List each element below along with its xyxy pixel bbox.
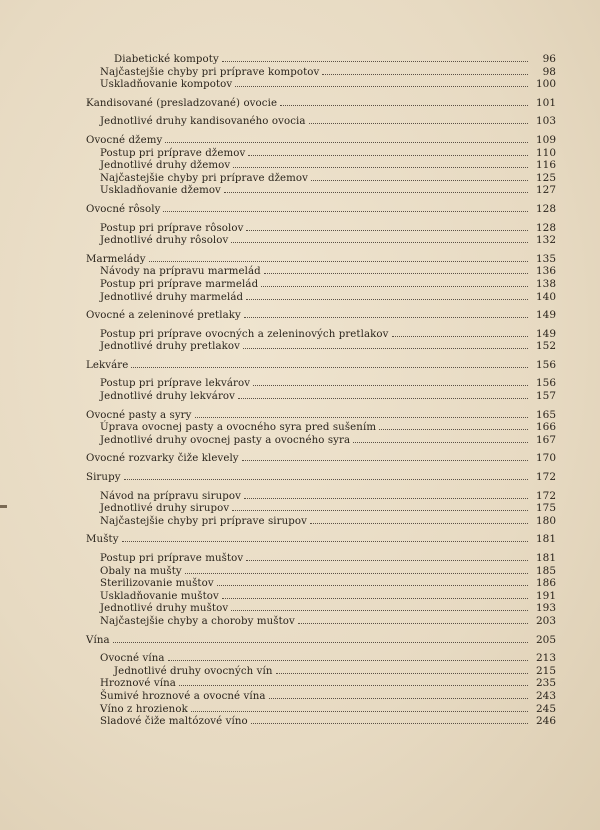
toc-entry-page: 185 (535, 564, 556, 577)
dot-leader (131, 367, 528, 368)
dot-leader (222, 61, 528, 62)
toc-entry (86, 452, 556, 465)
dot-leader (217, 585, 528, 586)
dot-leader (231, 610, 528, 611)
dot-leader (232, 510, 528, 511)
toc-entry-title: Ovocné džemy (86, 134, 163, 146)
dot-leader (276, 673, 529, 674)
toc-entry (86, 222, 556, 235)
table-of-contents (86, 53, 556, 728)
toc-entry-title: Postup pri príprave marmelád (100, 278, 259, 290)
toc-entry-page: 110 (535, 146, 556, 159)
toc-entry (86, 172, 556, 185)
toc-entry-page: 138 (535, 277, 556, 290)
dot-leader (353, 442, 528, 443)
dot-leader (298, 623, 528, 624)
dot-leader (235, 86, 528, 87)
toc-entry-title: Postup pri príprave muštov (100, 553, 244, 564)
toc-entry-page: 246 (535, 715, 556, 728)
toc-entry (86, 715, 556, 728)
toc-entry-title: Jednotlivé druhy kandisovaného ovocia (100, 116, 306, 128)
dot-leader (246, 230, 528, 231)
dot-leader (231, 242, 528, 243)
dot-leader (168, 660, 528, 661)
toc-entry-title: Vína (86, 634, 110, 646)
dot-leader (243, 348, 528, 349)
toc-entry (86, 328, 556, 341)
toc-entry-page: 152 (535, 340, 556, 353)
toc-entry-page: 125 (535, 171, 556, 184)
dot-leader (163, 211, 528, 212)
dot-leader (179, 685, 528, 686)
toc-entry-title: Obaly na mušty (100, 565, 182, 577)
toc-entry-title: Ovocné vína (100, 653, 165, 665)
toc-entry (86, 615, 556, 628)
dot-leader (269, 698, 528, 699)
toc-entry-title: Ovocné pasty a syry (86, 409, 192, 421)
toc-entry-page: 243 (535, 689, 556, 702)
dot-leader (264, 273, 528, 274)
toc-entry-page: 205 (535, 633, 556, 646)
toc-entry (86, 340, 556, 353)
toc-entry-title: Jednotlivé druhy sirupov (100, 503, 230, 515)
dot-leader (309, 123, 528, 124)
toc-entry-title: Uskladňovanie džemov (100, 185, 221, 197)
toc-entry-page: 100 (535, 78, 556, 91)
toc-entry-title: Diabetické kompoty (114, 54, 219, 65)
toc-entry (86, 203, 556, 216)
dot-leader (244, 317, 528, 318)
toc-entry (86, 690, 556, 703)
dot-leader (392, 336, 528, 337)
dot-leader (238, 398, 528, 399)
toc-entry (86, 97, 556, 110)
toc-entry (86, 421, 556, 434)
toc-entry-title: Návod na prípravu sirupov (100, 490, 242, 502)
toc-entry-page: 180 (535, 514, 556, 527)
toc-entry-title: Úprava ovocnej pasty a ovocného syra pred sušením (100, 422, 377, 434)
dot-leader (165, 142, 528, 143)
dot-leader (280, 105, 528, 106)
toc-entry-page: 181 (535, 533, 556, 546)
toc-entry-page: 156 (535, 358, 556, 371)
toc-entry-title: Najčastejšie chyby pri príprave kompotov (100, 66, 320, 78)
toc-entry (86, 278, 556, 291)
toc-entry (86, 309, 556, 322)
toc-entry-title: Najčastejšie chyby pri príprave sirupov (100, 515, 307, 527)
dot-leader (251, 723, 528, 724)
toc-entry-page: 140 (535, 290, 556, 303)
toc-entry-title: Kandisované (presladzované) ovocie (86, 97, 278, 109)
toc-entry (86, 652, 556, 665)
toc-entry (86, 184, 556, 197)
toc-entry-title: Sirupy (86, 472, 121, 484)
toc-entry (86, 533, 556, 546)
toc-entry-title: Sladové čiže maltózové víno (100, 716, 248, 728)
toc-entry-title: Najčastejšie chyby a choroby muštov (100, 615, 295, 627)
toc-entry-title: Najčastejšie chyby pri príprave džemov (100, 172, 309, 184)
toc-entry-title: Ovocné rozvarky čiže klevely (86, 453, 239, 465)
toc-entry (86, 515, 556, 528)
toc-entry-page: 215 (535, 664, 556, 677)
toc-entry-page: 135 (535, 252, 556, 265)
toc-entry-title: Jednotlivé druhy džemov (100, 160, 231, 172)
toc-entry (86, 78, 556, 91)
dot-leader (261, 286, 528, 287)
dot-leader (246, 299, 528, 300)
dot-leader (222, 598, 528, 599)
toc-entry-page: 109 (535, 133, 556, 146)
toc-entry-page: 186 (535, 577, 556, 590)
toc-entry-page: 101 (535, 96, 556, 109)
dot-leader (246, 560, 528, 561)
toc-entry (86, 634, 556, 647)
toc-entry-title: Jednotlivé druhy pretlakov (100, 341, 240, 353)
toc-entry (86, 159, 556, 172)
dot-leader (310, 523, 528, 524)
toc-entry (86, 265, 556, 278)
toc-entry (86, 234, 556, 247)
toc-entry (86, 677, 556, 690)
toc-entry-page: 156 (535, 377, 556, 390)
toc-entry (86, 409, 556, 422)
toc-entry-page: 172 (535, 489, 556, 502)
dot-leader (149, 261, 528, 262)
toc-entry-page: 166 (535, 421, 556, 434)
dot-leader (322, 74, 528, 75)
toc-entry-title: Návody na prípravu marmelád (100, 266, 261, 278)
toc-entry-title: Postup pri príprave ovocných a zeleninových pretlakov (100, 328, 389, 340)
toc-entry-title: Hroznové vína (100, 678, 176, 690)
toc-entry-page: 103 (535, 115, 556, 128)
toc-entry-page: 132 (535, 234, 556, 247)
dot-leader (248, 155, 528, 156)
toc-entry (86, 115, 556, 128)
dot-leader (242, 460, 528, 461)
toc-entry-title: Ovocné a zeleninové pretlaky (86, 310, 241, 322)
toc-entry-page: 98 (542, 65, 556, 78)
toc-entry-title: Postup pri príprave džemov (100, 147, 246, 159)
toc-entry (86, 377, 556, 390)
toc-entry-title: Uskladňovanie muštov (100, 590, 219, 602)
toc-entry-page: 127 (535, 184, 556, 197)
toc-entry (86, 66, 556, 79)
toc-entry-title: Jednotlivé druhy rôsolov (100, 235, 229, 247)
toc-entry-title: Marmelády (86, 253, 146, 265)
toc-entry-page: 235 (535, 677, 556, 690)
toc-entry (86, 577, 556, 590)
toc-entry-title: Mušty (86, 534, 119, 546)
toc-entry (86, 552, 556, 565)
toc-entry-page: 165 (535, 408, 556, 421)
toc-entry-page: 128 (535, 221, 556, 234)
toc-entry-page: 149 (535, 309, 556, 322)
toc-entry (86, 565, 556, 578)
toc-entry-page: 245 (535, 702, 556, 715)
toc-entry-page: 191 (535, 589, 556, 602)
toc-entry (86, 703, 556, 716)
dot-leader (124, 479, 528, 480)
toc-entry-page: 96 (542, 53, 556, 65)
toc-entry (86, 502, 556, 515)
toc-entry-page: 136 (535, 265, 556, 278)
toc-entry-page: 116 (535, 159, 556, 172)
toc-entry (86, 471, 556, 484)
toc-entry-page: 128 (535, 202, 556, 215)
toc-entry-title: Jednotlivé druhy ovocných vín (114, 665, 273, 677)
dot-leader (244, 498, 528, 499)
toc-entry-title: Šumivé hroznové a ovocné vína (100, 690, 266, 702)
dot-leader (195, 417, 528, 418)
dot-leader (224, 192, 528, 193)
toc-entry (86, 359, 556, 372)
toc-entry-page: 170 (535, 452, 556, 465)
toc-entry-page: 157 (535, 390, 556, 403)
toc-entry-page: 203 (535, 614, 556, 627)
toc-entry-page: 172 (535, 471, 556, 484)
toc-entry-title: Jednotlivé druhy lekvárov (100, 391, 236, 403)
toc-entry-title: Jednotlivé druhy muštov (100, 603, 229, 615)
dot-leader (191, 711, 528, 712)
toc-entry (86, 253, 556, 266)
toc-entry-page: 193 (535, 602, 556, 615)
dot-leader (122, 541, 528, 542)
toc-entry (86, 147, 556, 160)
toc-entry-page: 167 (535, 433, 556, 446)
toc-entry (86, 665, 556, 678)
toc-entry-title: Sterilizovanie muštov (100, 578, 214, 590)
toc-entry (86, 590, 556, 603)
toc-entry-title: Uskladňovanie kompotov (100, 79, 233, 91)
dot-leader (233, 167, 528, 168)
toc-entry-page: 213 (535, 652, 556, 665)
toc-entry-title: Postup pri príprave rôsolov (100, 222, 244, 234)
toc-entry (86, 53, 556, 66)
dot-leader (253, 385, 528, 386)
toc-entry-title: Jednotlivé druhy ovocnej pasty a ovocného syra (100, 434, 351, 446)
toc-entry (86, 434, 556, 447)
toc-entry (86, 490, 556, 503)
toc-entry (86, 291, 556, 304)
dot-leader (379, 429, 528, 430)
dot-leader (185, 573, 528, 574)
dot-leader (113, 642, 528, 643)
toc-entry-title: Jednotlivé druhy marmelád (100, 291, 244, 303)
toc-entry (86, 134, 556, 147)
dot-leader (311, 180, 528, 181)
toc-entry-page: 181 (535, 552, 556, 564)
toc-entry (86, 390, 556, 403)
page-edge-mark (0, 505, 7, 508)
toc-entry (86, 602, 556, 615)
toc-entry-title: Ovocné rôsoly (86, 203, 161, 215)
toc-entry-title: Lekváre (86, 359, 129, 371)
toc-entry-title: Postup pri príprave lekvárov (100, 378, 251, 390)
toc-entry-page: 175 (535, 502, 556, 515)
toc-entry-page: 149 (535, 327, 556, 340)
toc-entry-title: Víno z hrozienok (100, 703, 188, 715)
